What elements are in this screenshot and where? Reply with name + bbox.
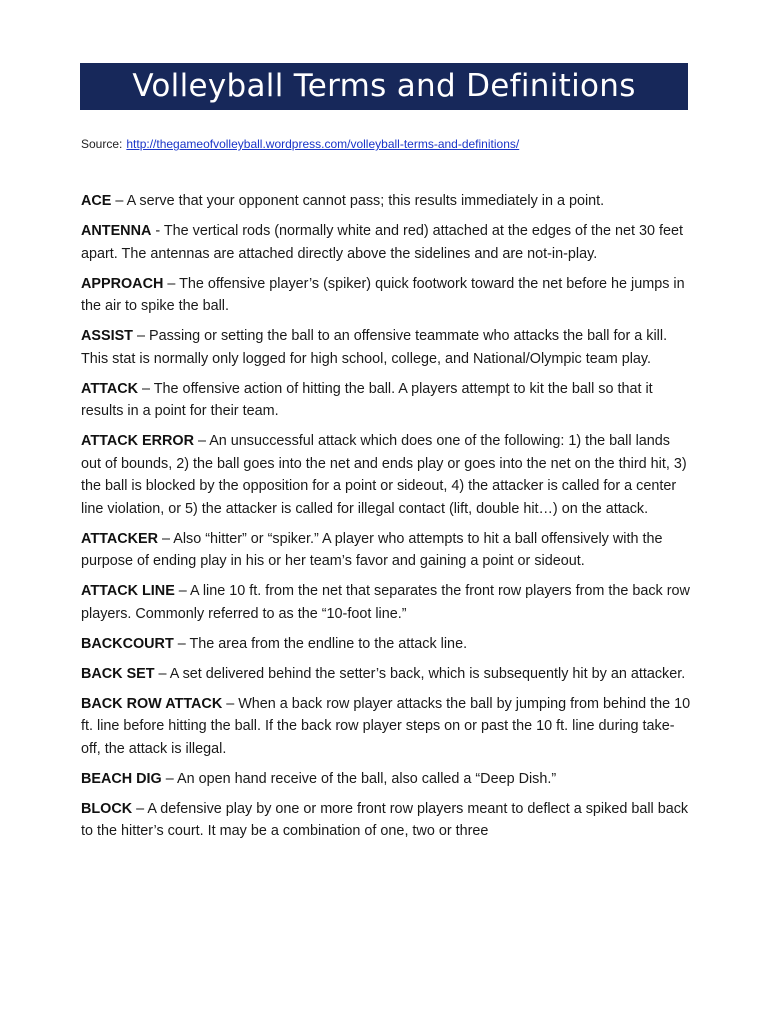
term-name: ASSIST (81, 328, 133, 344)
term-name: APPROACH (81, 275, 164, 292)
terms-list (81, 190, 693, 850)
term-definition: A defensive play by one or more front row players meant to deflect a spiked ball back to the hitter’s court. It may be a combination of one, two or three (81, 800, 689, 839)
term-separator: – (138, 380, 154, 397)
term-definition: A serve that your opponent cannot pass; this results immediately in a point. (126, 193, 605, 209)
term-entry (81, 378, 693, 423)
term-definition: The area from the endline to the attack line. (189, 635, 468, 652)
source-line (81, 136, 519, 152)
term-name: ATTACK (81, 380, 139, 397)
term-separator: – (111, 193, 127, 209)
term-separator: – (132, 800, 148, 817)
term-separator: – (193, 433, 210, 449)
term-entry (81, 798, 693, 843)
term-definition: Passing or setting the ball to an offensive teammate who attacks the ball for a kill. This stat is normally only logged for high school, college, and National/Olympic team play. (81, 328, 668, 367)
term-definition: The offensive action of hitting the ball. A players attempt to kit the ball so that it results in a point for their team. (81, 380, 653, 419)
title-banner (80, 63, 688, 110)
term-separator: – (174, 583, 191, 599)
term-name: ATTACK ERROR (81, 433, 194, 449)
term-definition: The vertical rods (normally white and red) attached at the edges of the net 30 feet apart. The antennas are attached directly above the sidelines and are not-in-play. (81, 223, 684, 262)
term-definition: Also “hitter” or “spiker.” A player who attempts to hit a ball offensively with the purpose of ending play in his or her team’s favor and gaining a point or sideout. (81, 530, 663, 569)
term-name: BLOCK (81, 800, 133, 817)
term-separator: – (132, 328, 149, 344)
term-separator: – (173, 635, 190, 652)
term-entry (81, 190, 693, 213)
term-definition: An unsuccessful attack which does one of the following: 1) the ball lands out of bounds, 2) the ball goes into the net and ends play or goes into the net on the third hit, 3) the ball is blocked by the opposition for a point or sideout, 4) the attacker is called for a center line violation, or 5) the attacker is called for illegal contact (lift, double hit…) on the attack. (81, 433, 687, 517)
term-entry (81, 528, 693, 573)
term-definition: When a back row player attacks the ball by jumping from behind the 10 ft. line before hitting the ball. If the back row player steps on or past the 10 ft. line during take-off, the attack is illegal. (81, 695, 691, 757)
term-entry (81, 273, 693, 318)
term-name: BACK ROW ATTACK (81, 695, 223, 712)
term-entry (81, 430, 693, 520)
term-entry (81, 663, 693, 686)
term-separator: – (154, 665, 170, 682)
term-name: ANTENNA (81, 223, 152, 239)
term-entry (81, 693, 693, 761)
page-title: Volleyball Terms and Definitions (132, 68, 636, 104)
term-entry (81, 220, 693, 265)
term-name: BEACH DIG (81, 770, 162, 787)
source-label: Source: (81, 137, 123, 151)
term-entry (81, 580, 693, 625)
term-separator: - (151, 223, 164, 239)
term-name: ATTACK LINE (81, 583, 175, 599)
source-link[interactable]: http://thegameofvolleyball.wordpress.com/volleyball-terms-and-definitions/ (126, 137, 520, 151)
term-name: BACKCOURT (81, 635, 174, 652)
term-definition: An open hand receive of the ball, also called a “Deep Dish.” (176, 770, 557, 787)
term-entry (81, 325, 693, 370)
term-entry (81, 768, 693, 791)
term-separator: – (158, 530, 174, 547)
term-definition: A set delivered behind the setter’s back, which is subsequently hit by an attacker. (169, 665, 686, 682)
term-separator: – (161, 770, 177, 787)
term-definition: A line 10 ft. from the net that separates the front row players from the back row players. Commonly referred to as the “10-foot line.” (81, 583, 690, 622)
term-separator: – (163, 275, 180, 292)
term-name: ACE (81, 193, 112, 209)
term-separator: – (222, 695, 239, 712)
term-name: ATTACKER (81, 530, 159, 547)
term-entry (81, 633, 693, 656)
term-definition: The offensive player’s (spiker) quick footwork toward the net before he jumps in the air to spike the ball. (81, 275, 685, 314)
term-name: BACK SET (81, 665, 155, 682)
